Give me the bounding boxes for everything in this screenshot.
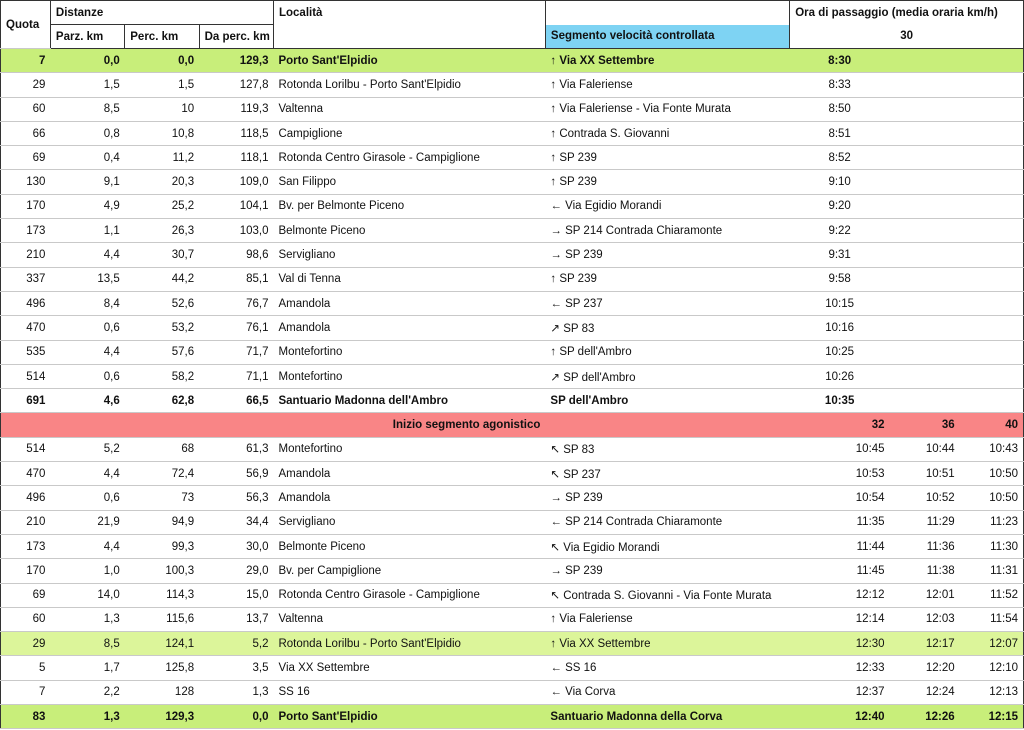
time-empty-cell (960, 291, 1024, 315)
quota-cell: 130 (1, 170, 51, 194)
da-perc-cell: 76,7 (199, 291, 273, 315)
quota-cell: 83 (1, 705, 51, 729)
time-36-cell: 10:44 (890, 437, 960, 461)
direction-cell: ← Via Egidio Morandi (545, 194, 789, 218)
quota-cell: 470 (1, 316, 51, 340)
table-row (1, 121, 1024, 145)
time-empty-cell (890, 146, 960, 170)
localita-cell: Belmonte Piceno (273, 219, 545, 243)
perc-cell: 129,3 (125, 705, 199, 729)
speed-32: 32 (790, 413, 890, 437)
perc-cell: 73 (125, 486, 199, 510)
localita-cell: Amandola (273, 316, 545, 340)
time-cell: 10:26 (790, 364, 890, 388)
time-empty-cell (960, 170, 1024, 194)
quota-cell: 535 (1, 340, 51, 364)
localita-cell: Servigliano (273, 243, 545, 267)
localita-cell: SS 16 (273, 680, 545, 704)
da-perc-cell: 56,9 (199, 462, 273, 486)
time-empty-cell (960, 121, 1024, 145)
time-empty-cell (960, 219, 1024, 243)
time-40-cell: 10:43 (960, 437, 1024, 461)
da-perc-cell: 104,1 (199, 194, 273, 218)
quota-cell: 470 (1, 462, 51, 486)
table-row (1, 680, 1024, 704)
time-empty-cell (960, 267, 1024, 291)
direction-cell: ↖ Contrada S. Giovanni - Via Fonte Murata (545, 583, 789, 607)
table-row (1, 364, 1024, 388)
localita-cell: Amandola (273, 462, 545, 486)
header-perc: Perc. km (125, 25, 199, 49)
time-40-cell: 12:07 (960, 632, 1024, 656)
table-row (1, 559, 1024, 583)
quota-cell: 514 (1, 437, 51, 461)
time-32-cell: 12:12 (790, 583, 890, 607)
perc-cell: 20,3 (125, 170, 199, 194)
time-empty-cell (960, 73, 1024, 97)
localita-cell: San Filippo (273, 170, 545, 194)
time-empty-cell (960, 49, 1024, 73)
direction-cell: ← Via Corva (545, 680, 789, 704)
da-perc-cell: 30,0 (199, 534, 273, 558)
time-empty-cell (890, 97, 960, 121)
quota-cell: 69 (1, 583, 51, 607)
perc-cell: 68 (125, 437, 199, 461)
agonistico-row (1, 413, 1024, 437)
time-cell: 8:51 (790, 121, 890, 145)
parz-cell: 1,1 (50, 219, 124, 243)
perc-cell: 58,2 (125, 364, 199, 388)
time-36-cell: 12:03 (890, 607, 960, 631)
quota-cell: 170 (1, 559, 51, 583)
localita-cell: Valtenna (273, 97, 545, 121)
parz-cell: 4,4 (50, 534, 124, 558)
perc-cell: 124,1 (125, 632, 199, 656)
header-ora: Ora di passaggio (media oraria km/h) (790, 1, 1024, 25)
localita-cell: Porto Sant'Elpidio (273, 49, 545, 73)
perc-cell: 115,6 (125, 607, 199, 631)
speed-36: 36 (890, 413, 960, 437)
localita-cell: Bv. per Belmonte Piceno (273, 194, 545, 218)
table-row (1, 291, 1024, 315)
table-row (1, 583, 1024, 607)
perc-cell: 0,0 (125, 49, 199, 73)
table-row (1, 194, 1024, 218)
direction-cell: ↑ SP 239 (545, 170, 789, 194)
time-empty-cell (960, 340, 1024, 364)
direction-cell: ← SP 214 Contrada Chiaramonte (545, 510, 789, 534)
parz-cell: 13,5 (50, 267, 124, 291)
da-perc-cell: 71,1 (199, 364, 273, 388)
parz-cell: 0,6 (50, 486, 124, 510)
direction-cell: ↑ Contrada S. Giovanni (545, 121, 789, 145)
parz-cell: 4,9 (50, 194, 124, 218)
table-row (1, 462, 1024, 486)
localita-cell: Via XX Settembre (273, 656, 545, 680)
parz-cell: 14,0 (50, 583, 124, 607)
da-perc-cell: 76,1 (199, 316, 273, 340)
table-row (1, 316, 1024, 340)
time-empty-cell (890, 316, 960, 340)
time-36-cell: 12:24 (890, 680, 960, 704)
time-empty-cell (960, 364, 1024, 388)
da-perc-cell: 129,3 (199, 49, 273, 73)
agonistico-label: Inizio segmento agonistico (1, 413, 546, 437)
table-row (1, 267, 1024, 291)
perc-cell: 94,9 (125, 510, 199, 534)
localita-cell: Amandola (273, 291, 545, 315)
time-40-cell: 12:15 (960, 705, 1024, 729)
localita-cell: Amandola (273, 486, 545, 510)
perc-cell: 52,6 (125, 291, 199, 315)
parz-cell: 2,2 (50, 680, 124, 704)
direction-cell: SP dell'Ambro (545, 389, 789, 413)
time-empty-cell (890, 389, 960, 413)
agonistico-blank (545, 413, 789, 437)
perc-cell: 25,2 (125, 194, 199, 218)
table-row (1, 340, 1024, 364)
direction-cell: → SP 239 (545, 243, 789, 267)
quota-cell: 7 (1, 680, 51, 704)
table-row (1, 243, 1024, 267)
quota-cell: 691 (1, 389, 51, 413)
direction-cell: ↑ Via XX Settembre (545, 632, 789, 656)
time-empty-cell (890, 364, 960, 388)
table-row (1, 170, 1024, 194)
localita-cell: Montefortino (273, 437, 545, 461)
time-32-cell: 12:14 (790, 607, 890, 631)
time-36-cell: 10:52 (890, 486, 960, 510)
direction-cell: → SP 239 (545, 486, 789, 510)
direction-cell: Santuario Madonna della Corva (545, 705, 789, 729)
da-perc-cell: 56,3 (199, 486, 273, 510)
da-perc-cell: 34,4 (199, 510, 273, 534)
time-32-cell: 12:40 (790, 705, 890, 729)
time-32-cell: 11:44 (790, 534, 890, 558)
header-row-1 (1, 1, 1024, 25)
header-localita-blank (273, 25, 545, 49)
localita-cell: Rotonda Lorilbu - Porto Sant'Elpidio (273, 73, 545, 97)
quota-cell: 29 (1, 632, 51, 656)
time-empty-cell (890, 291, 960, 315)
parz-cell: 0,4 (50, 146, 124, 170)
perc-cell: 1,5 (125, 73, 199, 97)
time-32-cell: 11:45 (790, 559, 890, 583)
time-36-cell: 11:36 (890, 534, 960, 558)
time-40-cell: 11:23 (960, 510, 1024, 534)
parz-cell: 21,9 (50, 510, 124, 534)
localita-cell: Santuario Madonna dell'Ambro (273, 389, 545, 413)
table-row (1, 49, 1024, 73)
localita-cell: Belmonte Piceno (273, 534, 545, 558)
time-cell: 9:31 (790, 243, 890, 267)
table-row (1, 705, 1024, 729)
speed-40: 40 (960, 413, 1024, 437)
time-cell: 10:25 (790, 340, 890, 364)
time-36-cell: 11:38 (890, 559, 960, 583)
time-40-cell: 12:10 (960, 656, 1024, 680)
time-32-cell: 12:33 (790, 656, 890, 680)
time-36-cell: 12:26 (890, 705, 960, 729)
time-32-cell: 12:30 (790, 632, 890, 656)
localita-cell: Servigliano (273, 510, 545, 534)
da-perc-cell: 3,5 (199, 656, 273, 680)
table-row (1, 389, 1024, 413)
time-empty-cell (960, 194, 1024, 218)
parz-cell: 1,7 (50, 656, 124, 680)
parz-cell: 4,4 (50, 340, 124, 364)
direction-cell: ← SS 16 (545, 656, 789, 680)
parz-cell: 0,0 (50, 49, 124, 73)
header-quota: Quota (1, 1, 51, 49)
direction-cell: ↑ Via XX Settembre (545, 49, 789, 73)
time-32-cell: 10:53 (790, 462, 890, 486)
da-perc-cell: 29,0 (199, 559, 273, 583)
time-cell: 8:30 (790, 49, 890, 73)
perc-cell: 100,3 (125, 559, 199, 583)
quota-cell: 173 (1, 534, 51, 558)
parz-cell: 9,1 (50, 170, 124, 194)
header-segment-blank (545, 1, 789, 25)
time-empty-cell (890, 219, 960, 243)
da-perc-cell: 71,7 (199, 340, 273, 364)
da-perc-cell: 0,0 (199, 705, 273, 729)
time-cell: 8:50 (790, 97, 890, 121)
direction-cell: ← SP 237 (545, 291, 789, 315)
direction-cell: ↗ SP dell'Ambro (545, 364, 789, 388)
da-perc-cell: 5,2 (199, 632, 273, 656)
quota-cell: 29 (1, 73, 51, 97)
time-empty-cell (960, 97, 1024, 121)
time-36-cell: 12:17 (890, 632, 960, 656)
parz-cell: 4,4 (50, 243, 124, 267)
header-localita: Località (273, 1, 545, 25)
quota-cell: 210 (1, 510, 51, 534)
parz-cell: 1,5 (50, 73, 124, 97)
time-cell: 8:52 (790, 146, 890, 170)
direction-cell: ↗ SP 83 (545, 316, 789, 340)
time-40-cell: 11:52 (960, 583, 1024, 607)
localita-cell: Montefortino (273, 340, 545, 364)
time-36-cell: 10:51 (890, 462, 960, 486)
quota-cell: 69 (1, 146, 51, 170)
localita-cell: Porto Sant'Elpidio (273, 705, 545, 729)
da-perc-cell: 15,0 (199, 583, 273, 607)
time-40-cell: 11:54 (960, 607, 1024, 631)
perc-cell: 128 (125, 680, 199, 704)
localita-cell: Rotonda Centro Girasole - Campiglione (273, 146, 545, 170)
direction-cell: ↑ SP 239 (545, 146, 789, 170)
table-row (1, 510, 1024, 534)
time-cell: 10:15 (790, 291, 890, 315)
direction-cell: → SP 214 Contrada Chiaramonte (545, 219, 789, 243)
time-40-cell: 11:30 (960, 534, 1024, 558)
da-perc-cell: 98,6 (199, 243, 273, 267)
time-empty-cell (890, 194, 960, 218)
time-empty-cell (890, 170, 960, 194)
time-36-cell: 11:29 (890, 510, 960, 534)
direction-cell: ↑ Via Faleriense (545, 73, 789, 97)
da-perc-cell: 1,3 (199, 680, 273, 704)
perc-cell: 72,4 (125, 462, 199, 486)
perc-cell: 10,8 (125, 121, 199, 145)
perc-cell: 11,2 (125, 146, 199, 170)
direction-cell: ↖ SP 83 (545, 437, 789, 461)
perc-cell: 30,7 (125, 243, 199, 267)
time-cell: 9:22 (790, 219, 890, 243)
direction-cell: → SP 239 (545, 559, 789, 583)
table-row (1, 632, 1024, 656)
perc-cell: 62,8 (125, 389, 199, 413)
direction-cell: ↑ SP 239 (545, 267, 789, 291)
quota-cell: 514 (1, 364, 51, 388)
parz-cell: 1,3 (50, 607, 124, 631)
table-row (1, 656, 1024, 680)
parz-cell: 5,2 (50, 437, 124, 461)
quota-cell: 7 (1, 49, 51, 73)
table-row (1, 607, 1024, 631)
time-32-cell: 12:37 (790, 680, 890, 704)
time-empty-cell (890, 340, 960, 364)
header-segmento: Segmento velocità controllata (545, 25, 789, 49)
da-perc-cell: 103,0 (199, 219, 273, 243)
perc-cell: 10 (125, 97, 199, 121)
time-40-cell: 11:31 (960, 559, 1024, 583)
direction-cell: ↑ Via Faleriense - Via Fonte Murata (545, 97, 789, 121)
quota-cell: 173 (1, 219, 51, 243)
time-cell: 8:33 (790, 73, 890, 97)
time-cell: 9:20 (790, 194, 890, 218)
da-perc-cell: 66,5 (199, 389, 273, 413)
perc-cell: 114,3 (125, 583, 199, 607)
time-empty-cell (960, 243, 1024, 267)
parz-cell: 4,4 (50, 462, 124, 486)
header-row-2 (1, 25, 1024, 49)
time-cell: 9:10 (790, 170, 890, 194)
direction-cell: ↑ Via Faleriense (545, 607, 789, 631)
da-perc-cell: 61,3 (199, 437, 273, 461)
perc-cell: 99,3 (125, 534, 199, 558)
da-perc-cell: 127,8 (199, 73, 273, 97)
localita-cell: Campiglione (273, 121, 545, 145)
quota-cell: 5 (1, 656, 51, 680)
time-36-cell: 12:20 (890, 656, 960, 680)
time-32-cell: 11:35 (790, 510, 890, 534)
da-perc-cell: 119,3 (199, 97, 273, 121)
time-32-cell: 10:54 (790, 486, 890, 510)
time-32-cell: 10:45 (790, 437, 890, 461)
parz-cell: 8,5 (50, 97, 124, 121)
localita-cell: Valtenna (273, 607, 545, 631)
table-row (1, 73, 1024, 97)
header-distanze: Distanze (50, 1, 273, 25)
direction-cell: ↖ Via Egidio Morandi (545, 534, 789, 558)
time-empty-cell (890, 73, 960, 97)
perc-cell: 57,6 (125, 340, 199, 364)
quota-cell: 496 (1, 291, 51, 315)
da-perc-cell: 13,7 (199, 607, 273, 631)
header-da-perc: Da perc. km (199, 25, 273, 49)
localita-cell: Rotonda Centro Girasole - Campiglione (273, 583, 545, 607)
direction-cell: ↖ SP 237 (545, 462, 789, 486)
table-row (1, 219, 1024, 243)
time-cell: 10:35 (790, 389, 890, 413)
header-speed-30: 30 (790, 25, 1024, 49)
time-empty-cell (960, 389, 1024, 413)
table-row (1, 146, 1024, 170)
time-empty-cell (890, 243, 960, 267)
time-40-cell: 10:50 (960, 462, 1024, 486)
parz-cell: 1,3 (50, 705, 124, 729)
direction-cell: ↑ SP dell'Ambro (545, 340, 789, 364)
localita-cell: Montefortino (273, 364, 545, 388)
perc-cell: 26,3 (125, 219, 199, 243)
quota-cell: 337 (1, 267, 51, 291)
time-40-cell: 10:50 (960, 486, 1024, 510)
time-empty-cell (890, 121, 960, 145)
time-cell: 10:16 (790, 316, 890, 340)
header-parz: Parz. km (50, 25, 124, 49)
parz-cell: 8,5 (50, 632, 124, 656)
time-empty-cell (960, 146, 1024, 170)
quota-cell: 210 (1, 243, 51, 267)
da-perc-cell: 118,1 (199, 146, 273, 170)
table-row (1, 97, 1024, 121)
da-perc-cell: 109,0 (199, 170, 273, 194)
quota-cell: 60 (1, 607, 51, 631)
localita-cell: Val di Tenna (273, 267, 545, 291)
da-perc-cell: 118,5 (199, 121, 273, 145)
parz-cell: 0,6 (50, 316, 124, 340)
time-36-cell: 12:01 (890, 583, 960, 607)
quota-cell: 496 (1, 486, 51, 510)
perc-cell: 125,8 (125, 656, 199, 680)
perc-cell: 44,2 (125, 267, 199, 291)
table-row (1, 534, 1024, 558)
parz-cell: 1,0 (50, 559, 124, 583)
quota-cell: 60 (1, 97, 51, 121)
localita-cell: Rotonda Lorilbu - Porto Sant'Elpidio (273, 632, 545, 656)
quota-cell: 66 (1, 121, 51, 145)
perc-cell: 53,2 (125, 316, 199, 340)
parz-cell: 0,6 (50, 364, 124, 388)
time-40-cell: 12:13 (960, 680, 1024, 704)
parz-cell: 0,8 (50, 121, 124, 145)
da-perc-cell: 85,1 (199, 267, 273, 291)
time-empty-cell (890, 49, 960, 73)
time-cell: 9:58 (790, 267, 890, 291)
table-row (1, 486, 1024, 510)
time-empty-cell (960, 316, 1024, 340)
parz-cell: 8,4 (50, 291, 124, 315)
localita-cell: Bv. per Campiglione (273, 559, 545, 583)
table-row (1, 437, 1024, 461)
time-empty-cell (890, 267, 960, 291)
quota-cell: 170 (1, 194, 51, 218)
parz-cell: 4,6 (50, 389, 124, 413)
